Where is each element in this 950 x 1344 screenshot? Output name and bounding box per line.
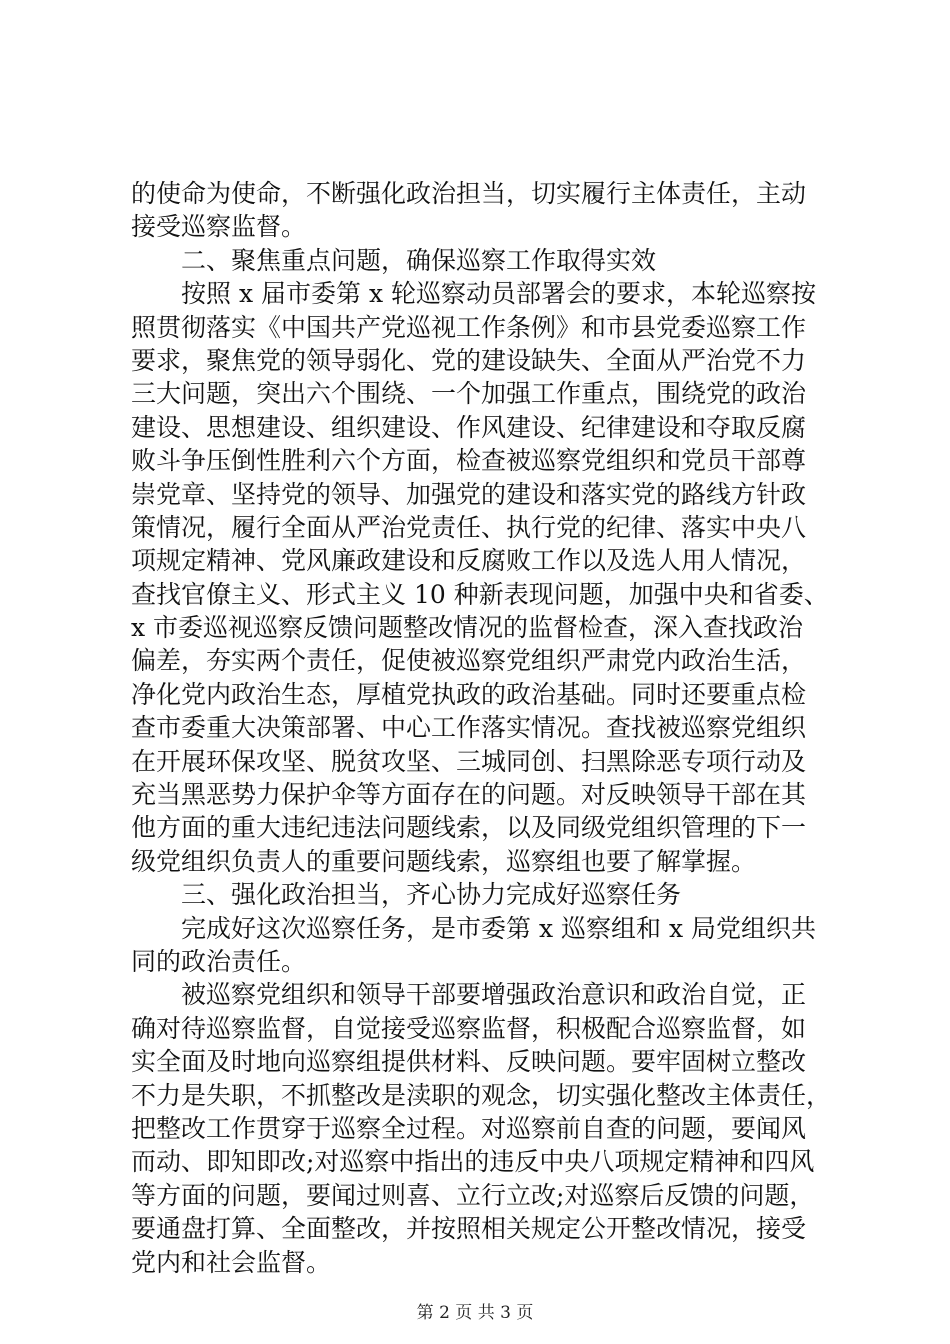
text-line: 二、聚焦重点问题，确保巡察工作取得实效 bbox=[181, 245, 657, 275]
text-line: 崇党章、坚持党的领导、加强党的建设和落实党的路线方针政 bbox=[131, 479, 807, 509]
text-line: 而动、即知即改;对巡察中指出的违反中央八项规定精神和四风 bbox=[131, 1147, 815, 1177]
text-line: 级党组织负责人的重要问题线索，巡察组也要了解掌握。 bbox=[131, 846, 757, 876]
text-line: 按照 x 届市委第 x 轮巡察动员部署会的要求，本轮巡察按 bbox=[181, 279, 816, 309]
text-line: 被巡察党组织和领导干部要增强政治意识和政治自觉，正 bbox=[181, 980, 807, 1010]
text-line: 把整改工作贯穿于巡察全过程。对巡察前自查的问题，要闻风 bbox=[131, 1113, 807, 1143]
text-line: 接受巡察监督。 bbox=[131, 212, 307, 242]
text-line: 等方面的问题，要闻过则喜、立行立改;对巡察后反馈的问题， bbox=[131, 1180, 815, 1210]
text-line: 充当黑恶势力保护伞等方面存在的问题。对反映领导干部在其 bbox=[131, 780, 807, 810]
text-line: x 市委巡视巡察反馈问题整改情况的监督检查，深入查找政治 bbox=[131, 613, 804, 643]
text-line: 在开展环保攻坚、脱贫攻坚、三城同创、扫黑除恶专项行动及 bbox=[131, 746, 807, 776]
text-line: 查找官僚主义、形式主义 10 种新表现问题，加强中央和省委、 bbox=[131, 579, 829, 609]
text-line: 的使命为使命，不断强化政治担当，切实履行主体责任，主动 bbox=[131, 179, 807, 208]
text-line: 建设、思想建设、组织建设、作风建设、纪律建设和夺取反腐 bbox=[131, 412, 807, 442]
document-body bbox=[131, 177, 831, 1279]
text-line: 完成好这次巡察任务，是市委第 x 巡察组和 x 局党组织共 bbox=[181, 913, 816, 943]
text-line: 查市委重大决策部署、中心工作落实情况。查找被巡察党组织 bbox=[131, 713, 807, 743]
text-line: 要求，聚焦党的领导弱化、党的建设缺失、全面从严治党不力 bbox=[131, 345, 807, 375]
text-line: 三、强化政治担当，齐心协力完成好巡察任务 bbox=[181, 880, 682, 910]
text-line: 三大问题，突出六个围绕、一个加强工作重点，围绕党的政治 bbox=[131, 379, 807, 409]
text-line: 败斗争压倒性胜利六个方面，检查被巡察党组织和党员干部尊 bbox=[131, 446, 807, 476]
text-line: 照贯彻落实《中国共产党巡视工作条例》和市县党委巡察工作 bbox=[131, 312, 807, 342]
text-line: 实全面及时地向巡察组提供材料、反映问题。要牢固树立整改 bbox=[131, 1047, 807, 1077]
text-line: 他方面的重大违纪违法问题线索，以及同级党组织管理的下一 bbox=[131, 813, 807, 843]
text-line: 确对待巡察监督，自觉接受巡察监督，积极配合巡察监督，如 bbox=[131, 1013, 807, 1043]
text-line: 党内和社会监督。 bbox=[131, 1247, 332, 1277]
text-line: 不力是失职，不抓整改是渎职的观念，切实强化整改主体责任， bbox=[131, 1080, 832, 1110]
text-line: 净化党内政治生态，厚植党执政的政治基础。同时还要重点检 bbox=[131, 679, 807, 709]
text-line: 项规定精神、党风廉政建设和反腐败工作以及选人用人情况， bbox=[131, 546, 807, 576]
page-footer: 第 2 页 共 3 页 bbox=[416, 1303, 534, 1323]
text-line: 同的政治责任。 bbox=[131, 946, 307, 976]
text-line: 偏差，夯实两个责任，促使被巡察党组织严肃党内政治生活， bbox=[131, 646, 807, 676]
text-line: 策情况，履行全面从严治党责任、执行党的纪律、落实中央八 bbox=[131, 512, 807, 542]
text-line: 要通盘打算、全面整改，并按照相关规定公开整改情况，接受 bbox=[131, 1214, 807, 1244]
